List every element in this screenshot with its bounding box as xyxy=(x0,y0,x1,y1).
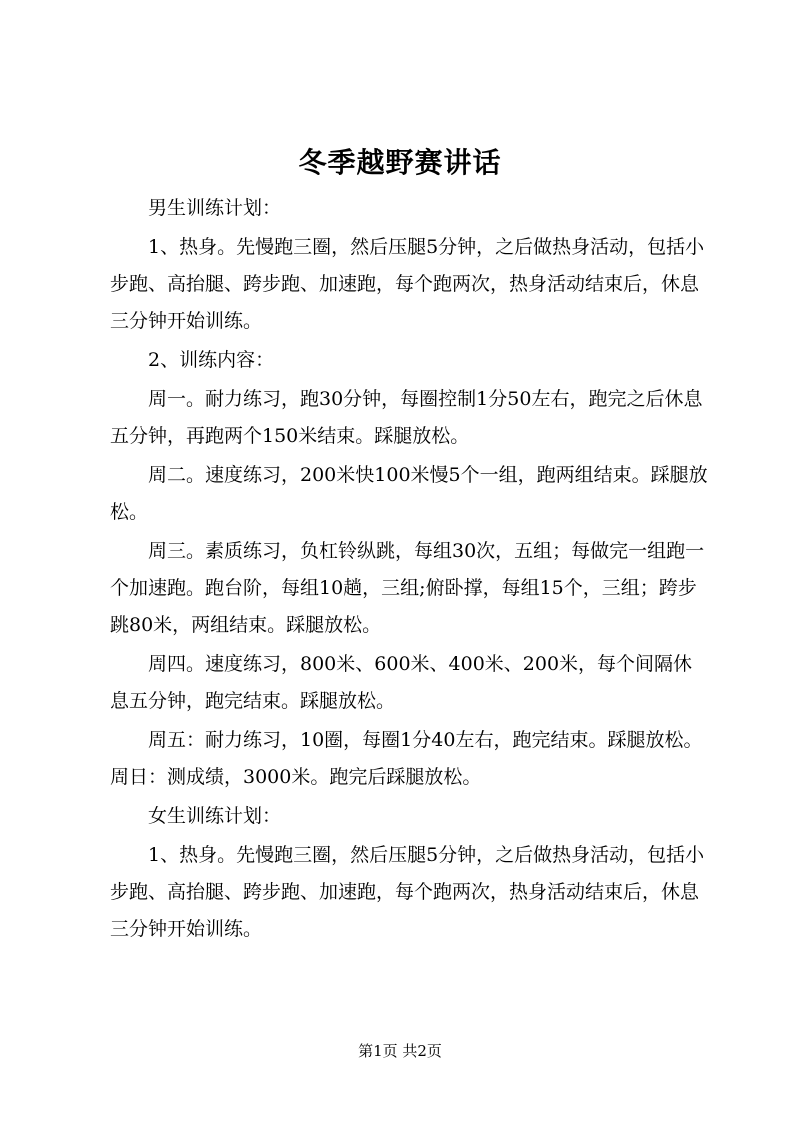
paragraph-boys-warmup: 1、热身。先慢跑三圈，然后压腿5分钟，之后做热身活动，包括小步跑、高抬腿、跨步跑、加速跑，每个跑两次，热身活动结束后，休息三分钟开始训练。 xyxy=(110,236,705,332)
paragraph-wednesday: 周三。素质练习，负杠铃纵跳，每组30次，五组；每做完一组跑一个加速跑。跑台阶，每组10趟，三组;俯卧撑，每组15个，三组；跨步跳80米，两组结束。踩腿放松。 xyxy=(110,540,705,636)
document-body xyxy=(110,190,710,950)
page-number-footer: 第1页 共2页 xyxy=(358,1042,442,1060)
paragraph-thursday: 周四。速度练习，800米、600米、400米、200米，每个间隔休息五分钟，跑完结束。踩腿放松。 xyxy=(110,653,693,712)
paragraph-girls-warmup: 1、热身。先慢跑三圈，然后压腿5分钟，之后做热身活动，包括小步跑、高抬腿、跨步跑、加速跑，每个跑两次，热身活动结束后，休息三分钟开始训练。 xyxy=(110,844,705,940)
paragraph-training-content-heading: 2、训练内容： xyxy=(148,349,275,371)
paragraph-boys-plan-heading: 男生训练计划： xyxy=(148,197,282,219)
paragraph-girls-plan-heading: 女生训练计划： xyxy=(148,805,282,827)
paragraph-tuesday: 周二。速度练习，200米快100米慢5个一组，跑两组结束。踩腿放松。 xyxy=(110,464,708,523)
paragraph-friday-sunday: 周五：耐力练习，10圈，每圈1分40左右，跑完结束。踩腿放松。周日：测成绩，3000米。跑完后踩腿放松。 xyxy=(110,729,703,788)
paragraph-monday: 周一。耐力练习，跑30分钟，每圈控制1分50左右，跑完之后休息五分钟，再跑两个150米结束。踩腿放松。 xyxy=(110,388,703,447)
document-title: 冬季越野赛讲话 xyxy=(298,146,502,179)
